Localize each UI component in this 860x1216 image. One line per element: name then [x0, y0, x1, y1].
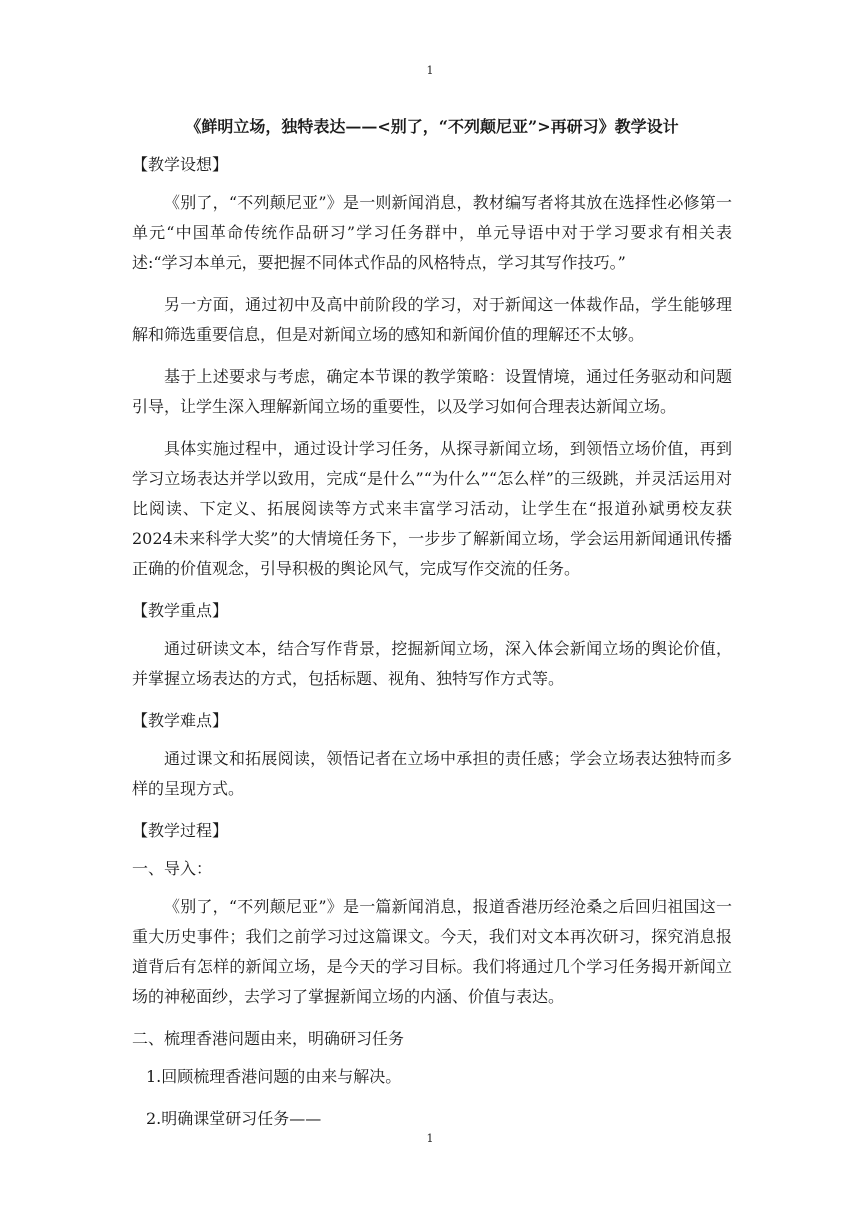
section-heading-process: 【教学过程】 [132, 821, 229, 840]
list-item: 2.明确课堂研习任务—— [146, 1109, 322, 1128]
idea-paragraph-3: 基于上述要求与考虑，确定本节课的教学策略：设置情境，通过任务驱动和问题引导，让学生深入理解新闻立场的重要性，以及学习如何合理表达新闻立场。 [132, 367, 732, 416]
difficulties-paragraph: 通过课文和拓展阅读，领悟记者在立场中承担的责任感；学会立场表达独特而多样的呈现方式。 [132, 749, 732, 798]
intro-heading: 一、导入： [132, 859, 213, 878]
section-heading-difficulties: 【教学难点】 [132, 711, 229, 730]
intro-paragraph: 《别了，“不列颠尼亚”》是一篇新闻消息，报道香港历经沧桑之后回归祖国这一重大历史事件；我们之前学习过这篇课文。今天，我们对文本再次研习，探究消息报道背后有怎样的新闻立场，是今天的学习目标。我们将通过几个学习任务揭开新闻立场的神秘面纱，去学习了掌握新闻立场的内涵、价值与表达。 [132, 897, 732, 1006]
list-item: 1.回顾梳理香港问题的由来与解决。 [146, 1067, 402, 1086]
section-heading-idea: 【教学设想】 [132, 155, 229, 174]
part2-heading: 二、梳理香港问题由来，明确研习任务 [132, 1029, 405, 1048]
key-points-paragraph: 通过研读文本，结合写作背景，挖掘新闻立场，深入体会新闻立场的舆论价值，并掌握立场表达的方式，包括标题、视角、独特写作方式等。 [132, 639, 732, 688]
idea-paragraph-4: 具体实施过程中，通过设计学习任务，从探寻新闻立场，到领悟立场价值，再到学习立场表达并学以致用，完成“是什么”“为什么”“怎么样”的三级跳，并灵活运用对比阅读、下定义、拓展阅读等方式来丰富学习活动，让学生在“报道孙斌勇校友获2024未来科学大奖”的大情境任务下，一步步了解新闻立场，学会运用新闻通讯传播正确的价值观念，引导积极的舆论风气，完成写作交流的任务。 [132, 439, 732, 578]
idea-paragraph-2: 另一方面，通过初中及高中前阶段的学习，对于新闻这一体裁作品，学生能够理解和筛选重要信息，但是对新闻立场的感知和新闻价值的理解还不太够。 [132, 295, 732, 344]
document-title: 《鲜明立场，独特表达——<别了，“不列颠尼亚”>再研习》教学设计 [185, 117, 679, 136]
page-number-header: 1 [426, 64, 434, 77]
document-body [132, 112, 732, 1146]
section-heading-key-points: 【教学重点】 [132, 601, 229, 620]
page-number-footer: 1 [426, 1132, 434, 1145]
idea-paragraph-1: 《别了，“不列颠尼亚”》是一则新闻消息，教材编写者将其放在选择性必修第一单元“中国革命传统作品研习”学习任务群中，单元导语中对于学习要求有相关表述:“学习本单元，要把握不同体式作品的风格特点，学习其写作技巧。” [132, 193, 732, 272]
